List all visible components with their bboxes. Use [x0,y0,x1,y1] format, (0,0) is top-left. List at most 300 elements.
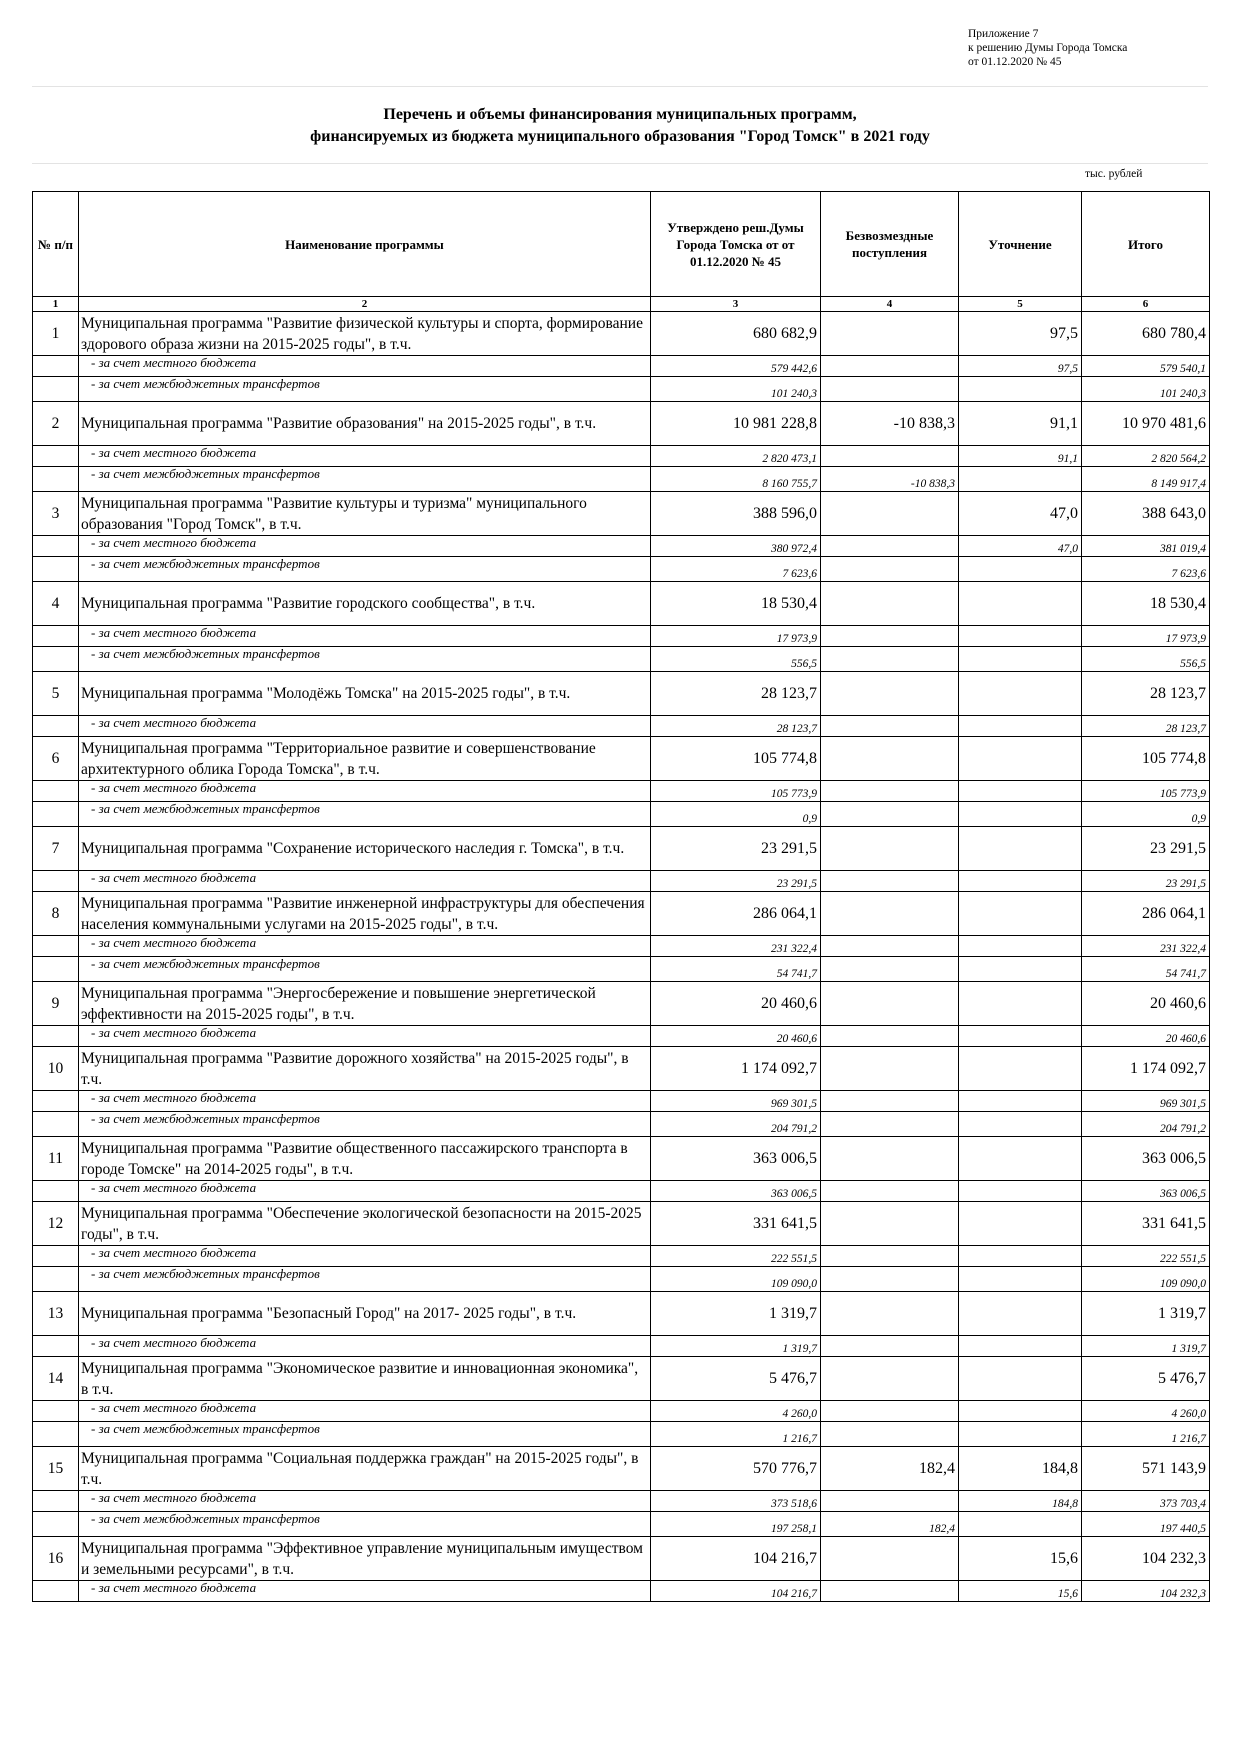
appendix-note [968,27,1127,69]
approved-value: 363 006,5 [651,1137,821,1181]
adjust-value: 47,0 [959,492,1082,536]
adjust-value [959,1137,1082,1181]
approved-value: 579 442,6 [651,356,821,377]
total-value: 7 623,6 [1082,557,1210,582]
total-value: 222 551,5 [1082,1246,1210,1267]
approved-value: 5 476,7 [651,1357,821,1401]
program-name: Муниципальная программа "Развитие культуры и туризма" муниципального образования "Город Томск", в т.ч. [79,492,651,536]
program-name: Муниципальная программа "Развитие дорожного хозяйства" на 2015-2025 годы", в т.ч. [79,1047,651,1091]
total-value: 10 970 481,6 [1082,402,1210,446]
funding-source-name: - за счет межбюджетных трансфертов [79,1422,651,1447]
approved-value: 28 123,7 [651,716,821,737]
funding-source-name: - за счет местного бюджета [79,1581,651,1602]
program-number: 9 [33,982,79,1026]
adjust-value [959,957,1082,982]
grants-value [821,1246,959,1267]
approved-value: 4 260,0 [651,1401,821,1422]
total-value: 579 540,1 [1082,356,1210,377]
grants-value: 182,4 [821,1447,959,1491]
funding-source-name: - за счет межбюджетных трансфертов [79,1267,651,1292]
adjust-value: 15,6 [959,1537,1082,1581]
grants-value [821,936,959,957]
total-value: 8 149 917,4 [1082,467,1210,492]
program-number: 10 [33,1047,79,1091]
funding-source-name: - за счет местного бюджета [79,1336,651,1357]
adjust-value [959,1512,1082,1537]
subrow [33,626,1210,647]
total-value: 286 064,1 [1082,892,1210,936]
col-number: 2 [79,297,651,312]
program-row [33,492,1210,536]
grants-value [821,1091,959,1112]
program-name: Муниципальная программа "Сохранение исторического наследия г. Томска", в т.ч. [79,827,651,871]
program-row [33,1137,1210,1181]
program-number: 5 [33,672,79,716]
subrow [33,871,1210,892]
subrow [33,1112,1210,1137]
funding-source-name: - за счет межбюджетных трансфертов [79,377,651,402]
program-row [33,1447,1210,1491]
total-value: 381 019,4 [1082,536,1210,557]
adjust-value [959,1112,1082,1137]
program-name: Муниципальная программа "Социальная поддержка граждан" на 2015-2025 годы", в т.ч. [79,1447,651,1491]
total-value: 101 240,3 [1082,377,1210,402]
program-number: 1 [33,312,79,356]
subrow-number [33,356,79,377]
adjust-value [959,1091,1082,1112]
total-value: 54 741,7 [1082,957,1210,982]
subrow [33,446,1210,467]
subrow [33,1512,1210,1537]
approved-value: 20 460,6 [651,1026,821,1047]
adjust-value [959,982,1082,1026]
grants-value [821,892,959,936]
grants-value: -10 838,3 [821,467,959,492]
col-number: 4 [821,297,959,312]
subrow-number [33,1267,79,1292]
subrow-number [33,1026,79,1047]
total-value: 28 123,7 [1082,672,1210,716]
approved-value: 104 216,7 [651,1581,821,1602]
subrow [33,1246,1210,1267]
grants-value [821,1267,959,1292]
adjust-value [959,672,1082,716]
grants-value [821,982,959,1026]
grants-value [821,647,959,672]
adjust-value: 91,1 [959,446,1082,467]
subrow-number [33,1581,79,1602]
grants-value [821,536,959,557]
adjust-value [959,781,1082,802]
approved-value: 380 972,4 [651,536,821,557]
subrow-number [33,626,79,647]
program-number: 15 [33,1447,79,1491]
grants-value [821,1401,959,1422]
funding-source-name: - за счет местного бюджета [79,1491,651,1512]
grants-value [821,626,959,647]
approved-value: 20 460,6 [651,982,821,1026]
subrow-number [33,1336,79,1357]
units-label: тыс. рублей [1085,168,1143,180]
page-title [32,104,1208,148]
subrow-number [33,1401,79,1422]
funding-source-name: - за счет местного бюджета [79,1401,651,1422]
subrow-number [33,781,79,802]
funding-source-name: - за счет местного бюджета [79,781,651,802]
program-row [33,737,1210,781]
col-number: 3 [651,297,821,312]
total-value: 1 174 092,7 [1082,1047,1210,1091]
subrow [33,356,1210,377]
subrow [33,1401,1210,1422]
approved-value: 197 258,1 [651,1512,821,1537]
total-value: 331 641,5 [1082,1202,1210,1246]
program-name: Муниципальная программа "Безопасный Город" на 2017- 2025 годы", в т.ч. [79,1292,651,1336]
program-number: 2 [33,402,79,446]
program-name: Муниципальная программа "Развитие городского сообщества", в т.ч. [79,582,651,626]
adjust-value [959,827,1082,871]
grants-value [821,871,959,892]
adjust-value [959,1246,1082,1267]
col-header-grants: Безвозмездные поступления [821,192,959,297]
total-value: 388 643,0 [1082,492,1210,536]
subrow-number [33,1422,79,1447]
approved-value: 101 240,3 [651,377,821,402]
adjust-value: 15,6 [959,1581,1082,1602]
program-name: Муниципальная программа "Территориальное развитие и совершенствование архитектурного облика Города Томска", в т.ч. [79,737,651,781]
grants-value [821,356,959,377]
adjust-value [959,802,1082,827]
approved-value: 17 973,9 [651,626,821,647]
funding-source-name: - за счет местного бюджета [79,626,651,647]
approved-value: 556,5 [651,647,821,672]
adjust-value [959,467,1082,492]
grants-value [821,716,959,737]
adjust-value [959,1267,1082,1292]
funding-source-name: - за счет местного бюджета [79,536,651,557]
grants-value: -10 838,3 [821,402,959,446]
subrow-number [33,871,79,892]
subrow-number [33,802,79,827]
subrow [33,536,1210,557]
program-name: Муниципальная программа "Экономическое развитие и инновационная экономика", в т.ч. [79,1357,651,1401]
total-value: 969 301,5 [1082,1091,1210,1112]
total-value: 231 322,4 [1082,936,1210,957]
col-header-name: Наименование программы [79,192,651,297]
subrow-number [33,716,79,737]
total-value: 5 476,7 [1082,1357,1210,1401]
funding-source-name: - за счет местного бюджета [79,871,651,892]
subrow-number [33,647,79,672]
subrow [33,716,1210,737]
total-value: 204 791,2 [1082,1112,1210,1137]
grants-value [821,1491,959,1512]
col-number: 6 [1082,297,1210,312]
approved-value: 28 123,7 [651,672,821,716]
grants-value: 182,4 [821,1512,959,1537]
adjust-value [959,1401,1082,1422]
subrow [33,1026,1210,1047]
total-value: 18 530,4 [1082,582,1210,626]
adjust-value [959,871,1082,892]
subrow [33,377,1210,402]
col-header-adjust: Уточнение [959,192,1082,297]
approved-value: 8 160 755,7 [651,467,821,492]
grants-value [821,737,959,781]
funding-source-name: - за счет межбюджетных трансфертов [79,467,651,492]
approved-value: 105 774,8 [651,737,821,781]
program-number: 14 [33,1357,79,1401]
adjust-value: 97,5 [959,356,1082,377]
program-row [33,827,1210,871]
program-number: 4 [33,582,79,626]
adjust-value [959,936,1082,957]
grants-value [821,957,959,982]
approved-value: 54 741,7 [651,957,821,982]
subrow [33,802,1210,827]
table-header-row [33,192,1210,297]
funding-source-name: - за счет местного бюджета [79,936,651,957]
program-number: 11 [33,1137,79,1181]
grants-value [821,377,959,402]
program-name: Муниципальная программа "Эффективное управление муниципальным имуществом и земельными ресурсами", в т.ч. [79,1537,651,1581]
adjust-value [959,1026,1082,1047]
total-value: 363 006,5 [1082,1137,1210,1181]
subrow-number [33,1512,79,1537]
grants-value [821,672,959,716]
funding-source-name: - за счет местного бюджета [79,1026,651,1047]
total-value: 104 232,3 [1082,1537,1210,1581]
grants-value [821,557,959,582]
approved-value: 204 791,2 [651,1112,821,1137]
subrow-number [33,377,79,402]
approved-value: 10 981 228,8 [651,402,821,446]
approved-value: 2 820 473,1 [651,446,821,467]
total-value: 105 773,9 [1082,781,1210,802]
total-value: 373 703,4 [1082,1491,1210,1512]
funding-source-name: - за счет местного бюджета [79,716,651,737]
approved-value: 969 301,5 [651,1091,821,1112]
program-row [33,1537,1210,1581]
adjust-value [959,582,1082,626]
approved-value: 331 641,5 [651,1202,821,1246]
program-row [33,982,1210,1026]
adjust-value: 97,5 [959,312,1082,356]
funding-source-name: - за счет межбюджетных трансфертов [79,1512,651,1537]
col-number: 1 [33,297,79,312]
total-value: 23 291,5 [1082,827,1210,871]
approved-value: 1 174 092,7 [651,1047,821,1091]
adjust-value: 91,1 [959,402,1082,446]
subrow [33,1181,1210,1202]
adjust-value: 184,8 [959,1491,1082,1512]
grants-value [821,492,959,536]
grants-value [821,802,959,827]
adjust-value [959,1422,1082,1447]
funding-source-name: - за счет местного бюджета [79,1246,651,1267]
approved-value: 1 319,7 [651,1336,821,1357]
subrow [33,936,1210,957]
program-number: 3 [33,492,79,536]
grants-value [821,1047,959,1091]
total-value: 23 291,5 [1082,871,1210,892]
grants-value [821,446,959,467]
appendix-line: к решению Думы Города Томска [968,42,1128,54]
subrow-number [33,957,79,982]
total-value: 20 460,6 [1082,982,1210,1026]
subrow [33,557,1210,582]
approved-value: 18 530,4 [651,582,821,626]
program-name: Муниципальная программа "Энергосбережение и повышение энергетической эффективности на 2015-2025 годы", в т.ч. [79,982,651,1026]
programs-table [32,191,1210,1602]
program-row [33,1357,1210,1401]
approved-value: 1 319,7 [651,1292,821,1336]
subrow [33,1581,1210,1602]
adjust-value [959,737,1082,781]
approved-value: 286 064,1 [651,892,821,936]
total-value: 4 260,0 [1082,1401,1210,1422]
adjust-value [959,1336,1082,1357]
appendix-line: от 01.12.2020 № 45 [968,56,1062,68]
grants-value [821,1292,959,1336]
subrow [33,957,1210,982]
approved-value: 109 090,0 [651,1267,821,1292]
col-header-total: Итого [1082,192,1210,297]
funding-source-name: - за счет местного бюджета [79,446,651,467]
program-row [33,312,1210,356]
approved-value: 570 776,7 [651,1447,821,1491]
subrow [33,1336,1210,1357]
program-row [33,582,1210,626]
total-value: 1 319,7 [1082,1336,1210,1357]
total-value: 1 319,7 [1082,1292,1210,1336]
total-value: 556,5 [1082,647,1210,672]
column-number-row [33,297,1210,312]
program-name: Муниципальная программа "Молодёжь Томска" на 2015-2025 годы", в т.ч. [79,672,651,716]
grants-value [821,1202,959,1246]
program-number: 13 [33,1292,79,1336]
program-name: Муниципальная программа "Обеспечение экологической безопасности на 2015-2025 годы", в т.ч. [79,1202,651,1246]
subrow-number [33,1112,79,1137]
program-name: Муниципальная программа "Развитие общественного пассажирского транспорта в городе Томске" на 2014-2025 годы", в т.ч. [79,1137,651,1181]
grants-value [821,1026,959,1047]
funding-source-name: - за счет межбюджетных трансфертов [79,647,651,672]
program-row [33,892,1210,936]
total-value: 0,9 [1082,802,1210,827]
total-value: 28 123,7 [1082,716,1210,737]
title-line: Перечень и объемы финансирования муниципальных программ, [383,106,857,123]
subrow-number [33,1091,79,1112]
approved-value: 0,9 [651,802,821,827]
total-value: 109 090,0 [1082,1267,1210,1292]
total-value: 17 973,9 [1082,626,1210,647]
total-value: 680 780,4 [1082,312,1210,356]
adjust-value [959,557,1082,582]
appendix-line: Приложение 7 [968,28,1039,40]
subrow-number [33,936,79,957]
funding-source-name: - за счет местного бюджета [79,1181,651,1202]
approved-value: 222 551,5 [651,1246,821,1267]
total-value: 2 820 564,2 [1082,446,1210,467]
subrow [33,1091,1210,1112]
adjust-value [959,892,1082,936]
total-value: 104 232,3 [1082,1581,1210,1602]
grants-value [821,1181,959,1202]
approved-value: 105 773,9 [651,781,821,802]
approved-value: 104 216,7 [651,1537,821,1581]
funding-source-name: - за счет межбюджетных трансфертов [79,802,651,827]
subrow-number [33,557,79,582]
subrow [33,467,1210,492]
adjust-value: 184,8 [959,1447,1082,1491]
program-number: 7 [33,827,79,871]
program-name: Муниципальная программа "Развитие инженерной инфраструктуры для обеспечения населения коммунальными услугами на 2015-2025 годы", в т.ч. [79,892,651,936]
subrow [33,1422,1210,1447]
subrow [33,647,1210,672]
adjust-value [959,1202,1082,1246]
program-row [33,1047,1210,1091]
program-number: 6 [33,737,79,781]
adjust-value [959,1292,1082,1336]
grants-value [821,1357,959,1401]
approved-value: 388 596,0 [651,492,821,536]
subrow-number [33,536,79,557]
adjust-value [959,647,1082,672]
funding-source-name: - за счет межбюджетных трансфертов [79,557,651,582]
divider [32,163,1208,164]
funding-source-name: - за счет местного бюджета [79,1091,651,1112]
program-name: Муниципальная программа "Развитие физической культуры и спорта, формирование здорового образа жизни на 2015-2025 годы", в т.ч. [79,312,651,356]
funding-source-name: - за счет межбюджетных трансфертов [79,1112,651,1137]
table-body [33,312,1210,1602]
subrow-number [33,1181,79,1202]
grants-value [821,582,959,626]
program-row [33,1292,1210,1336]
program-name: Муниципальная программа "Развитие образования" на 2015-2025 годы", в т.ч. [79,402,651,446]
grants-value [821,1422,959,1447]
program-number: 8 [33,892,79,936]
divider [32,86,1208,87]
grants-value [821,1112,959,1137]
approved-value: 1 216,7 [651,1422,821,1447]
funding-source-name: - за счет местного бюджета [79,356,651,377]
funding-source-name: - за счет межбюджетных трансфертов [79,957,651,982]
adjust-value [959,1047,1082,1091]
approved-value: 363 006,5 [651,1181,821,1202]
approved-value: 7 623,6 [651,557,821,582]
grants-value [821,1537,959,1581]
grants-value [821,312,959,356]
subrow-number [33,446,79,467]
total-value: 197 440,5 [1082,1512,1210,1537]
approved-value: 23 291,5 [651,827,821,871]
adjust-value [959,1357,1082,1401]
subrow-number [33,1246,79,1267]
approved-value: 231 322,4 [651,936,821,957]
total-value: 363 006,5 [1082,1181,1210,1202]
col-header-approved: Утверждено реш.Думы Города Томска от от 01.12.2020 № 45 [651,192,821,297]
subrow-number [33,1491,79,1512]
subrow [33,781,1210,802]
program-row [33,402,1210,446]
col-number: 5 [959,297,1082,312]
total-value: 105 774,8 [1082,737,1210,781]
grants-value [821,1137,959,1181]
total-value: 571 143,9 [1082,1447,1210,1491]
total-value: 1 216,7 [1082,1422,1210,1447]
subrow [33,1491,1210,1512]
program-row [33,1202,1210,1246]
